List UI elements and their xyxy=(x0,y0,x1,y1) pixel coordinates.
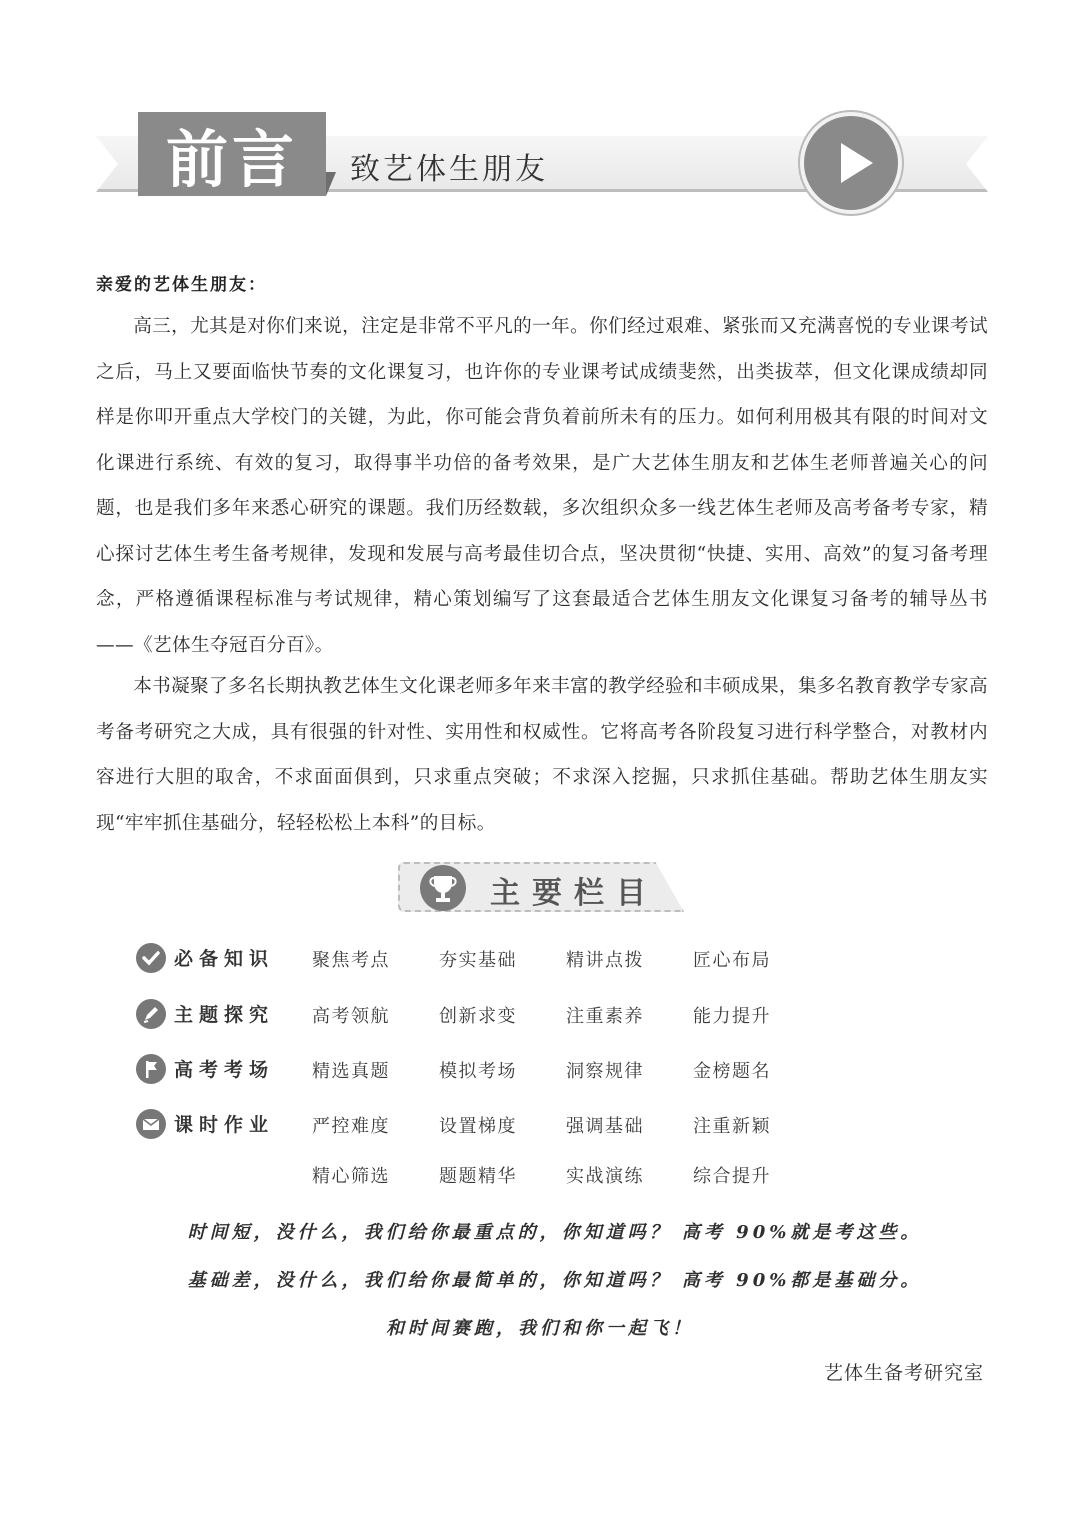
row-item: 高考领航 xyxy=(312,1006,390,1027)
pen-icon xyxy=(136,999,166,1029)
trophy-icon xyxy=(420,865,466,911)
column-row xyxy=(136,1106,836,1142)
header-banner xyxy=(96,112,988,200)
banner-left-notch xyxy=(96,136,118,192)
slogan-3: 和时间赛跑，我们和你一起飞！ xyxy=(386,1318,694,1339)
banner-right-notch xyxy=(966,136,988,192)
signature: 艺体生备考研究室 xyxy=(823,1362,984,1384)
row-item: 精选真题 xyxy=(312,1061,390,1082)
column-row xyxy=(136,1051,836,1087)
envelope-icon xyxy=(136,1109,166,1139)
slogan-2: 基础差，没什么，我们给你最简单的，你知道吗？ 高考 90%都是基础分。 xyxy=(187,1270,923,1291)
slogan-1: 时间短，没什么，我们给你最重点的，你知道吗？ 高考 90%就是考这些。 xyxy=(187,1222,923,1243)
page-title: 前言 xyxy=(138,112,326,196)
row-item: 严控难度 xyxy=(312,1116,390,1137)
row-item: 能力提升 xyxy=(693,1006,771,1027)
row-item: 模拟考场 xyxy=(439,1061,517,1082)
row-label: 课时作业 xyxy=(174,1114,275,1136)
row-label: 主题探究 xyxy=(174,1004,275,1026)
row-item: 实战演练 xyxy=(566,1166,644,1187)
row-item: 设置梯度 xyxy=(439,1116,517,1137)
row-item: 注重新颖 xyxy=(693,1116,771,1137)
row-item: 聚焦考点 xyxy=(312,950,390,971)
paragraph-2: 本书凝聚了多名长期执教艺体生文化课老师多年来丰富的教学经验和丰硕成果，集多名教育教学专家高考备考研究之大成，具有很强的针对性、实用性和权威性。它将高考各阶段复习进行科学整合，对教材内容进行大胆的取舍，不求面面俱到，只求重点突破；不求深入挖掘，只求抓住基础。帮助艺体生朋友实现“牢牢抓住基础分，轻轻松松上本科”的目标。 xyxy=(96,676,988,834)
play-icon xyxy=(800,112,902,214)
row-item: 综合提升 xyxy=(693,1166,771,1187)
row-item: 题题精华 xyxy=(439,1166,517,1187)
row-item: 匠心布局 xyxy=(693,950,771,971)
greeting: 亲爱的艺体生朋友： xyxy=(96,275,267,295)
column-row xyxy=(136,940,836,976)
paragraph-1: 高三，尤其是对你们来说，注定是非常不平凡的一年。你们经过艰难、紧张而又充满喜悦的专业课考试之后，马上又要面临快节奏的文化课复习，也许你的专业课考试成绩斐然，出类拔萃，但文化课成绩却同样是你叩开重点大学校门的关键，为此，你可能会背负着前所未有的压力。如何利用极其有限的时间对文化课进行系统、有效的复习，取得事半功倍的备考效果，是广大艺体生朋友和艺体生老师普遍关心的问题，也是我们多年来悉心研究的课题。我们历经数载，多次组织众多一线艺体生老师及高考备考专家，精心探讨艺体生考生备考规律，发现和发展与高考最佳切合点，坚决贯彻“快捷、实用、高效”的复习备考理念，严格遵循课程标准与考试规律，精心策划编写了这套最适合艺体生朋友文化课复习备考的辅导丛书——《艺体生夺冠百分百》。 xyxy=(96,316,988,656)
row-item: 注重素养 xyxy=(566,1006,644,1027)
row-item: 精心筛选 xyxy=(312,1166,390,1187)
check-icon xyxy=(136,943,166,973)
row-label: 高考考场 xyxy=(174,1059,275,1081)
row-item: 创新求变 xyxy=(439,1006,517,1027)
row-item: 精讲点拨 xyxy=(566,950,644,971)
row-label: 必备知识 xyxy=(174,948,275,970)
flag-icon xyxy=(136,1054,166,1084)
row-item: 洞察规律 xyxy=(566,1061,644,1082)
column-row-extra xyxy=(136,1156,836,1192)
column-row xyxy=(136,996,836,1032)
section-heading xyxy=(398,862,688,912)
section-title: 主要栏目 xyxy=(490,876,658,911)
row-item: 夯实基础 xyxy=(439,950,517,971)
row-item: 金榜题名 xyxy=(693,1061,771,1082)
row-item: 强调基础 xyxy=(566,1116,644,1137)
page-subtitle: 致艺体生朋友 xyxy=(350,152,548,187)
title-fold xyxy=(326,172,336,196)
